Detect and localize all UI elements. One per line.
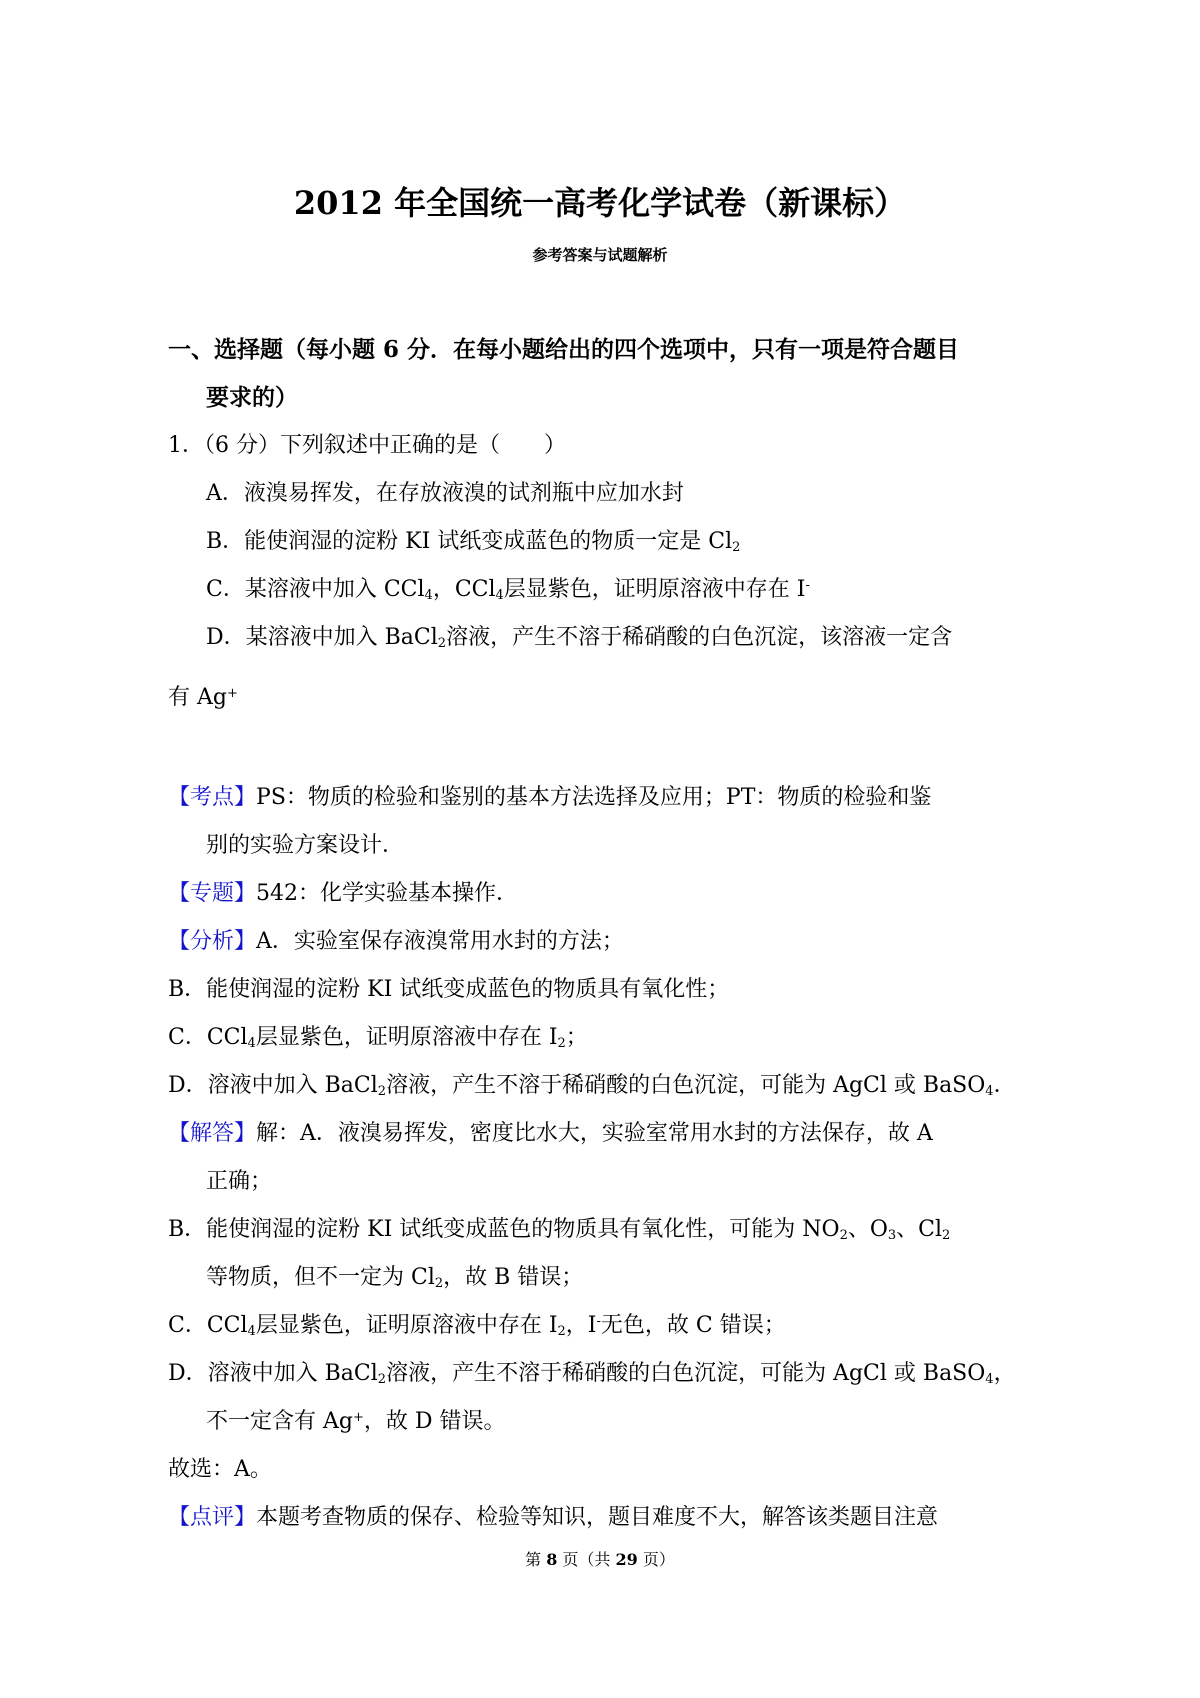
question-1-option-d-continuation: 有 Ag+ [168, 685, 238, 710]
question-1-option-c: C．某溶液中加入 CCl$_4$，CCl$_4$层显紫色，证明原溶液中存在 I- [206, 577, 810, 603]
footer-page-number: 8 [546, 1550, 558, 1569]
footer-total-pages: 29 [615, 1550, 638, 1569]
document-content [0, 182, 1200, 1542]
zhuanti-text: 542：化学实验基本操作． [256, 881, 519, 906]
footer-suffix: 页） [637, 1550, 675, 1569]
page-footer [0, 1548, 1200, 1572]
dianping-text: 本题考查物质的保存、检验等知识，题目难度不大，解答该类题目注意 [256, 1505, 939, 1530]
footer-prefix: 第 [525, 1550, 547, 1569]
question-1-option-b: B．能使润湿的淀粉 KI 试纸变成蓝色的物质一定是 $Cl_2$ [206, 529, 741, 555]
jieda-label: 【解答】 [168, 1121, 257, 1146]
question-1-stem: 1．（6 分）下列叙述中正确的是（ ） [168, 433, 566, 458]
dianping-label: 【点评】 [168, 1505, 257, 1530]
kaodian-text-line-1: PS：物质的检验和鉴别的基本方法选择及应用；PT：物质的检验和鉴 [256, 785, 932, 810]
fenxi-line-c: C．CCl$_4$层显紫色，证明原溶液中存在 $I_2$； [168, 1025, 588, 1051]
fenxi-line-b: B．能使润湿的淀粉 KI 试纸变成蓝色的物质具有氧化性； [168, 977, 730, 1002]
kaodian-line [168, 774, 1032, 822]
jieda-line-c: C．CCl$_4$层显紫色，证明原溶液中存在 $I_2$，I-无色，故 C 错误； [168, 1313, 786, 1339]
jieda-line-b-continuation: 等物质，但不一定为 $Cl_2$，故 B 错误； [206, 1265, 584, 1291]
section-heading-line-1: 一、选择题（每小题 6 分．在每小题给出的四个选项中，只有一项是符合题目 [168, 336, 960, 363]
fenxi-line-a [168, 918, 1032, 966]
question-1-option-d: D．某溶液中加入 BaCl$_2$溶液，产生不溶于稀硝酸的白色沉淀，该溶液一定含 [206, 625, 953, 651]
jieda-line-1-continuation: 正确； [206, 1169, 273, 1194]
page-subtitle: 参考答案与试题解析 [532, 246, 668, 264]
jieda-line-d-continuation: 不一定含有 Ag+，故 D 错误。 [206, 1409, 506, 1434]
zhuanti-label: 【专题】 [168, 881, 257, 906]
footer-middle: 页（共 [557, 1550, 616, 1569]
kaodian-label: 【考点】 [168, 785, 257, 810]
question-1-option-a: A．液溴易挥发，在存放液溴的试剂瓶中应加水封 [206, 481, 684, 506]
kaodian-text-line-2: 别的实验方案设计． [206, 833, 405, 858]
jieda-line-b: B．能使润湿的淀粉 KI 试纸变成蓝色的物质具有氧化性，可能为 $NO_2$、$O_3$、$Cl_2$ [168, 1217, 951, 1243]
fenxi-text-a: A．实验室保存液溴常用水封的方法； [256, 929, 624, 954]
zhuanti-line [168, 870, 1032, 918]
jieda-conclusion: 故选：A。 [168, 1457, 272, 1482]
page-title: 2012 年全国统一高考化学试卷（新课标） [293, 184, 907, 222]
jieda-line-d: D．溶液中加入 BaCl$_2$溶液，产生不溶于稀硝酸的白色沉淀，可能为 AgCl 或 BaSO$_4$， [168, 1361, 1016, 1387]
section-heading-line-2: 要求的） [206, 384, 298, 411]
fenxi-label: 【分析】 [168, 929, 257, 954]
fenxi-line-d: D．溶液中加入 BaCl$_2$溶液，产生不溶于稀硝酸的白色沉淀，可能为 AgCl 或 BaSO$_4$． [168, 1073, 1016, 1099]
dianping-line [168, 1494, 1032, 1542]
jieda-text-1: 解：A．液溴易挥发，密度比水大，实验室常用水封的方法保存，故 A [256, 1121, 933, 1146]
jieda-line-1 [168, 1110, 1032, 1158]
